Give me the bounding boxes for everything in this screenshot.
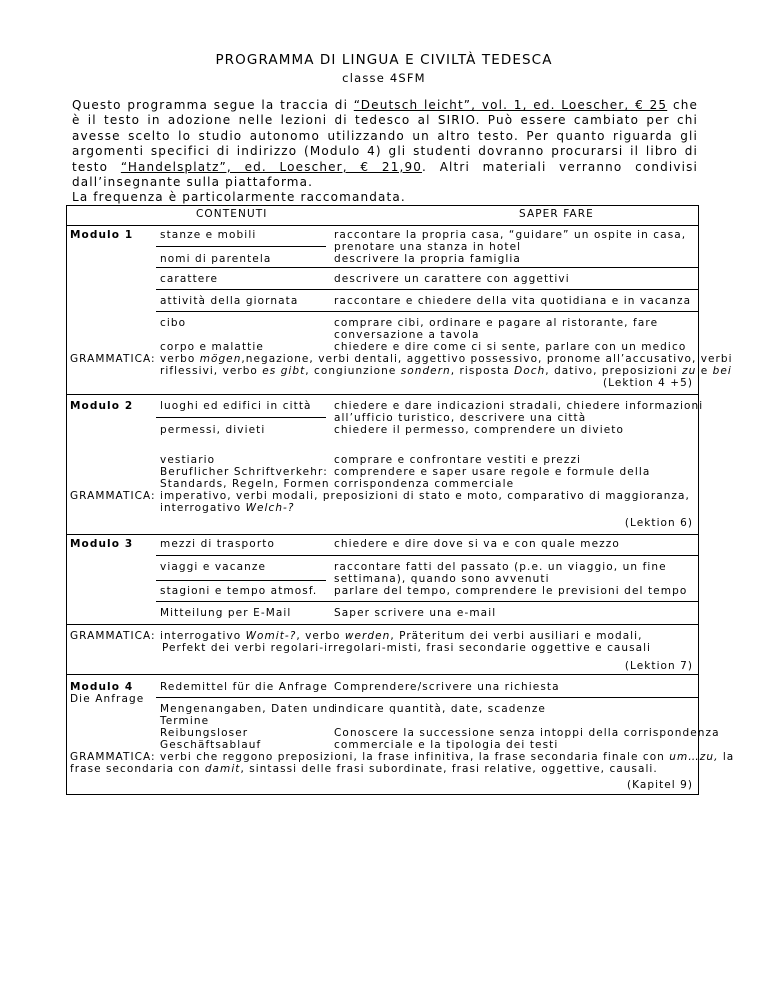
module-4-sublabel: Die Anfrage (70, 693, 145, 705)
row-divider (156, 601, 699, 602)
row-divider (156, 580, 326, 581)
row-divider (156, 246, 326, 247)
m3-contenuto-stagioni: stagioni e tempo atmosf. (160, 585, 318, 597)
grammar-term: sondern (400, 365, 451, 377)
m1-saper-fare-line: raccontare e chiedere della vita quotidiana e in vacanza (334, 295, 692, 307)
m4-contenuto-mengenangaben: Mengenangaben, Daten und (160, 703, 337, 715)
m4-saper-fare-line: Conoscere la successione senza intoppi della corrispondenza (334, 727, 720, 739)
m1-contenuto-cibo: cibo (160, 317, 187, 329)
intro-text-b: che è il testo in adozione nelle lezioni di tedesco al SIRIO. Può essere cambiato per chi avesse scelto lo studio autonomo utilizzando un altro testo. Per quanto riguarda gli argomenti specifici di indirizzo (Modulo 4) gli studenti dovranno procurarsi il libro di testo (72, 98, 698, 174)
grammar-text: imperativo, verbi modali, preposizioni di stato e moto, comparativo di maggioranza, (155, 490, 690, 502)
grammar-text: interrogativo (160, 502, 246, 514)
m2-lektion-ref: (Lektion 6) (624, 517, 693, 529)
page-title: PROGRAMMA DI LINGUA E CIVILTÀ TEDESCA (215, 52, 553, 68)
module-2-label: Modulo 2 (70, 400, 134, 412)
grammar-label: GRAMMATICA: (70, 353, 156, 365)
m1-saper-fare-line: raccontare la propria casa, “guidare” un ospite in casa, (334, 229, 687, 241)
grammar-text: , sintassi delle frasi subordinate, frasi relative, oggettive, causali. (240, 763, 658, 775)
m4-saper-fare-line: commerciale e la tipologia dei testi (334, 739, 559, 751)
row-divider (156, 311, 699, 312)
grammar-term: bei (712, 365, 732, 377)
grammar-text: , verbo (296, 630, 345, 642)
grammar-text: riflessivi, verbo (160, 365, 263, 377)
grammar-text: verbo (155, 353, 200, 365)
grammar-text: ,negazione, verbi dentali, aggettivo possessivo, pronome all’accusativo, verbi (241, 353, 733, 365)
module-4-label: Modulo 4 (70, 681, 134, 693)
grammar-term: Womit-? (245, 630, 297, 642)
row-divider (66, 624, 699, 625)
m2-grammar-line2 (160, 503, 295, 515)
grammar-term: werden (344, 630, 391, 642)
m3-saper-fare-line: parlare del tempo, comprendere le previsioni del tempo (334, 585, 688, 597)
m3-contenuto-trasporto: mezzi di trasporto (160, 538, 275, 550)
m3-lektion-ref: (Lektion 7) (624, 660, 693, 672)
textbook-deutsch-leicht: “Deutsch leicht”, vol. 1, ed. Loescher, € 25 (353, 98, 668, 112)
table-divider (66, 225, 699, 226)
m3-saper-fare-line: Saper scrivere una e-mail (334, 607, 497, 619)
module-3-label: Modulo 3 (70, 538, 134, 550)
module-divider (66, 394, 699, 395)
m2-saper-fare-line: all’ufficio turistico, descrivere una città (334, 412, 587, 424)
m2-saper-fare-line: comprare e confrontare vestiti e prezzi (334, 454, 582, 466)
grammar-label: GRAMMATICA: (70, 751, 156, 763)
m1-lektion-ref: (Lektion 4 +5) (602, 377, 693, 389)
m3-saper-fare-line: raccontare fatti del passato (p.e. un viaggio, un fine (334, 561, 667, 573)
m4-contenuto-termine: Termine (160, 715, 210, 727)
m3-saper-fare-line: chiedere e dire dove si va e con quale mezzo (334, 538, 620, 550)
m2-contenuto-standards: Standards, Regeln, Formen (160, 478, 330, 490)
row-divider (156, 289, 699, 290)
m3-saper-fare-line: settimana), quando sono avvenuti (334, 573, 550, 585)
m4-saper-fare-line: Comprendere/scrivere una richiesta (334, 681, 560, 693)
m1-saper-fare-line: comprare cibi, ordinare e pagare al ristorante, fare (334, 317, 659, 329)
row-divider (156, 555, 699, 556)
grammar-term: um…zu, (669, 751, 719, 763)
m2-saper-fare-line: comprendere e saper usare regole e formule della (334, 466, 651, 478)
m1-contenuto-parentela: nomi di parentela (160, 253, 272, 265)
m2-saper-fare-line: chiedere e dare indicazioni stradali, chiedere informazioni (334, 400, 704, 412)
grammar-text: verbi che reggono preposizioni, la frase infinitiva, la frase secondaria finale con (155, 751, 670, 763)
m1-saper-fare-line: descrivere un carattere con aggettivi (334, 273, 570, 285)
grammar-term: damit (204, 763, 241, 775)
m1-saper-fare-line: chiedere e dire come ci si sente, parlare con un medico (334, 341, 687, 353)
page-subtitle: classe 4SFM (342, 71, 426, 85)
intro-text-a: Questo programma segue la traccia di (72, 98, 354, 112)
grammar-text: , dativo, preposizioni (545, 365, 683, 377)
grammar-text: , Präteritum dei verbi ausiliari e modali, (390, 630, 643, 642)
row-divider (156, 417, 326, 418)
m2-contenuto-vestiario: vestiario (160, 454, 216, 466)
m1-saper-fare-line: descrivere la propria famiglia (334, 253, 521, 265)
grammar-text: interrogativo (155, 630, 246, 642)
m4-contenuto-reibungsloser: Reibungsloser (160, 727, 249, 739)
textbook-handelsplatz: “Handelsplatz”, ed. Loescher, € 21,90 (120, 159, 423, 174)
intro-paragraph (72, 98, 698, 206)
m2-contenuto-luoghi: luoghi ed edifici in città (160, 400, 312, 412)
module-4-frame (66, 675, 699, 795)
m3-contenuto-viaggi: viaggi e vacanze (160, 561, 267, 573)
m1-contenuto-corpo: corpo e malattie (160, 341, 264, 353)
m2-saper-fare-line: chiedere il permesso, comprendere un divieto (334, 424, 625, 436)
m2-contenuto-schriftverkehr: Beruflicher Schriftverkehr: (160, 466, 328, 478)
m1-contenuto-carattere: carattere (160, 273, 219, 285)
module-1-label: Modulo 1 (70, 229, 134, 241)
m4-contenuto-redemittel: Redemittel für die Anfrage (160, 681, 328, 693)
module-divider (66, 534, 699, 535)
m4-contenuto-geschaeftsablauf: Geschäftsablauf (160, 739, 262, 751)
grammar-text: , congiunzione (305, 365, 401, 377)
grammar-term: Doch (514, 365, 546, 377)
grammar-label: GRAMMATICA: (70, 490, 156, 502)
intro-text-c: . Altri materiali verranno condivisi dall’insegnante sulla piattaforma. (72, 159, 698, 190)
m3-contenuto-email: Mitteilung per E-Mail (160, 607, 292, 619)
grammar-text: , risposta (450, 365, 515, 377)
col-header-contenuti: CONTENUTI (196, 208, 268, 220)
m1-contenuto-attivita: attività della giornata (160, 295, 299, 307)
m3-grammar-line2: Perfekt dei verbi regolari-irregolari-misti, frasi secondarie oggettive e causali (162, 642, 652, 654)
intro-attendance-note: La frequenza è particolarmente raccomandata. (72, 190, 406, 205)
grammar-text: e (696, 365, 713, 377)
m2-contenuto-permessi: permessi, divieti (160, 424, 266, 436)
col-header-saper-fare: SAPER FARE (519, 208, 594, 220)
grammar-term: zu (682, 365, 697, 377)
grammar-term: es gibt (262, 365, 306, 377)
m2-saper-fare-line: corrispondenza commerciale (334, 478, 515, 490)
grammar-text: la (718, 751, 735, 763)
grammar-term: Welch-? (245, 502, 295, 514)
row-divider (156, 267, 699, 268)
m1-saper-fare-line: conversazione a tavola (334, 329, 480, 341)
m1-saper-fare-line: prenotare una stanza in hotel (334, 241, 522, 253)
grammar-label: GRAMMATICA: (70, 630, 156, 642)
m4-kapitel-ref: (Kapitel 9) (627, 779, 693, 791)
grammar-text: frase secondaria con (70, 763, 205, 775)
grammar-term: mögen (199, 353, 242, 365)
m4-saper-fare-line: indicare quantità, date, scadenze (334, 703, 546, 715)
m1-contenuto-stanze: stanze e mobili (160, 229, 257, 241)
